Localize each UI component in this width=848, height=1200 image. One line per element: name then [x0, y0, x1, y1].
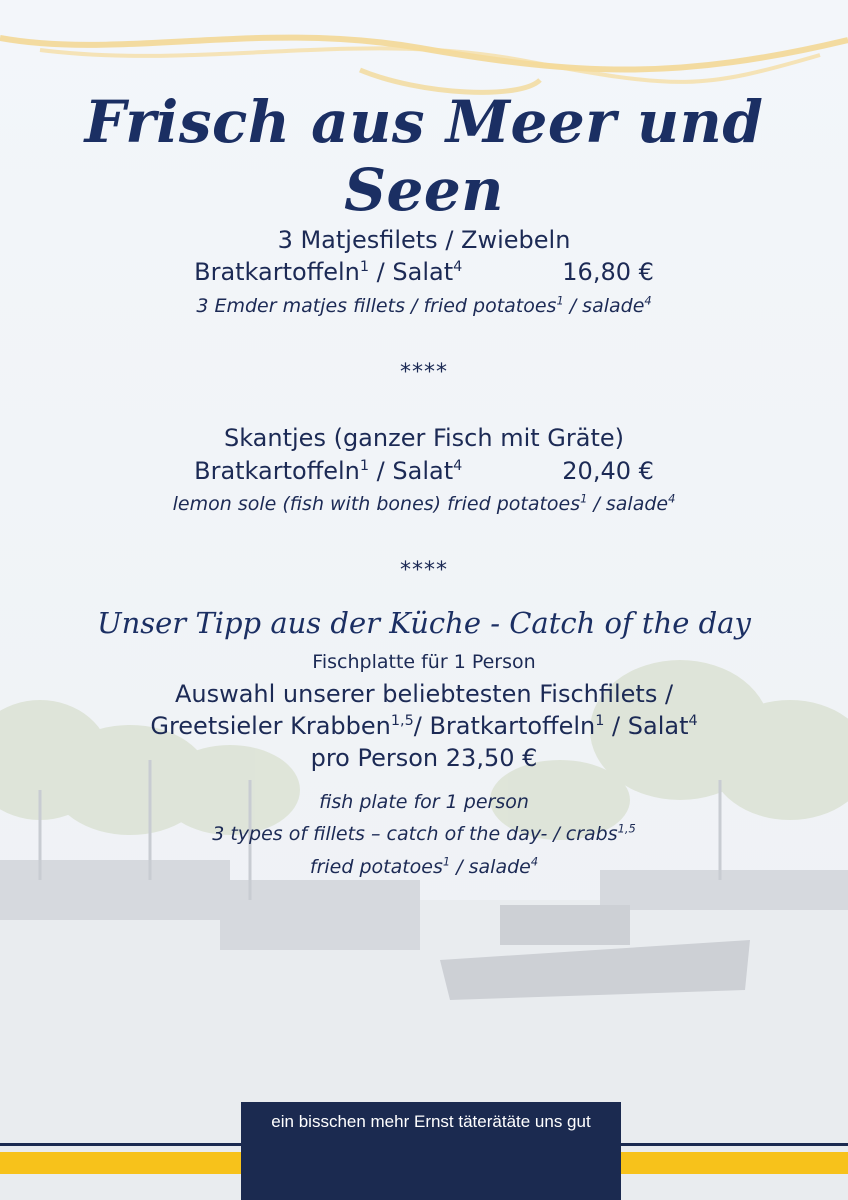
tipp-en2-a: 3 types of fillets – catch of the day- / crabs — [212, 823, 618, 845]
tipp-line1: Auswahl unserer beliebtesten Fischfilets / — [174, 680, 674, 708]
dish2-sides-a: Bratkartoffeln — [194, 457, 360, 485]
dish2-en-sup1: 1 — [580, 491, 588, 506]
tipp-en2-sup: 1,5 — [617, 821, 636, 836]
dish1-price: 16,80 € — [562, 258, 654, 286]
tipp-english-2 — [0, 823, 848, 845]
tipp-en3-sup2: 4 — [530, 854, 539, 869]
tipp-en3-sup1: 1 — [442, 854, 451, 869]
dish1-sides-sup1: 1 — [359, 259, 370, 275]
dish2-en-a: lemon sole (fish with bones) fried potatoes — [172, 493, 581, 515]
tipp-line2-a: Greetsieler Krabben — [150, 712, 391, 740]
tipp-line2-c: / Salat — [604, 712, 689, 740]
separator-2: **** — [400, 558, 448, 583]
dish2-sides-line — [0, 457, 848, 485]
dish2-en-sup2: 4 — [668, 491, 676, 506]
dish2-sides-sup2: 4 — [453, 458, 463, 474]
dish1-sides-b: / Salat — [369, 258, 454, 286]
tipp-line2-sup2: 1 — [595, 713, 605, 729]
tipp-heading: Unser Tipp aus der Küche - Catch of the day — [97, 606, 751, 640]
tipp-en3-a: fried potatoes — [309, 856, 443, 878]
tipp-english-3 — [0, 856, 848, 878]
dish1-sides-sup2: 4 — [453, 259, 463, 275]
dish1-en-a: 3 Emder matjes fillets / fried potatoes — [196, 295, 557, 317]
page-title: Frisch aus Meer und Seen — [84, 88, 764, 224]
dish1-en-b: / salade — [563, 295, 645, 317]
dish2-sides-b: / Salat — [369, 457, 454, 485]
tipp-line2-b: / Bratkartoffeln — [413, 712, 596, 740]
dish2-name: Skantjes (ganzer Fisch mit Gräte) — [223, 424, 625, 452]
dish1-en-sup1: 1 — [556, 293, 564, 308]
tipp-line2-sup1: 1,5 — [390, 713, 414, 729]
tipp-english-1: fish plate for 1 person — [319, 791, 529, 813]
dish1-sides-line — [0, 258, 848, 286]
dish2-english — [0, 493, 848, 515]
footer-slogan: ein bisschen mehr Ernst täterätäte uns gut — [271, 1112, 591, 1131]
dish1-sides-a: Bratkartoffeln — [194, 258, 360, 286]
dish2-en-b: / salade — [587, 493, 669, 515]
dish2-price: 20,40 € — [562, 457, 654, 485]
tipp-line2 — [0, 712, 848, 740]
footer-slogan-box-lower — [241, 1143, 621, 1200]
tipp-en3-b: / salade — [450, 856, 531, 878]
tipp-price: pro Person 23,50 € — [310, 744, 538, 772]
dish1-english — [0, 295, 848, 317]
separator-1: **** — [400, 360, 448, 385]
dish1-en-sup2: 4 — [644, 293, 652, 308]
dish1-name: 3 Matjesfilets / Zwiebeln — [277, 226, 571, 254]
tipp-subtitle: Fischplatte für 1 Person — [312, 651, 536, 673]
dish2-sides-sup1: 1 — [359, 458, 370, 474]
tipp-line2-sup3: 4 — [688, 713, 698, 729]
